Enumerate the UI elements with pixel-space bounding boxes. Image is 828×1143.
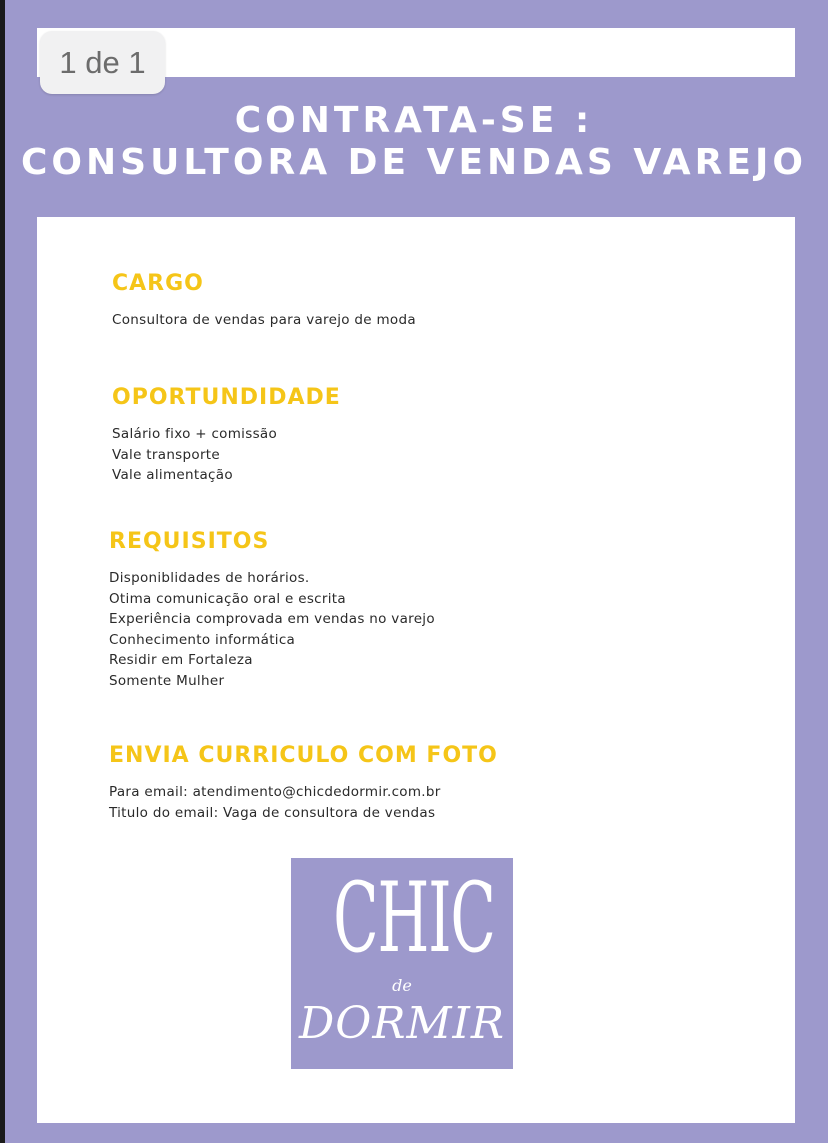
logo-de-text: de — [392, 976, 412, 995]
section-line: Consultora de vendas para varejo de moda — [112, 312, 416, 328]
section-body — [112, 424, 341, 486]
section-heading: CARGO — [112, 271, 204, 296]
section-heading: REQUISITOS — [109, 529, 270, 554]
page-counter-badge: 1 de 1 — [40, 31, 165, 94]
section-line: Vale transporte — [112, 446, 220, 463]
section-envia-curriculo — [109, 742, 498, 823]
section-oportunidade — [112, 384, 341, 486]
section-body — [112, 310, 416, 331]
section-line: Salário fixo + comissão — [112, 426, 278, 442]
section-heading: ENVIA CURRICULO COM FOTO — [109, 743, 498, 768]
section-line: Residir em Fortaleza — [109, 652, 253, 669]
section-line: Otima comunicação oral e escrita — [109, 590, 346, 607]
section-line: Experiência comprovada em vendas no varejo — [109, 611, 435, 628]
section-body — [109, 568, 435, 692]
section-line: Para email: atendimento@chicdedormir.com.br — [109, 784, 441, 800]
section-cargo — [112, 270, 416, 331]
chic-de-dormir-logo — [291, 858, 513, 1069]
section-line: Conhecimento informática — [109, 631, 296, 648]
logo-dormir-text: DORMIR — [298, 998, 506, 1049]
headline-line-2: CONSULTORA DE VENDAS VAREJO — [21, 142, 807, 183]
section-requisitos — [109, 528, 435, 692]
logo-chic-text: CHIC — [333, 862, 495, 974]
section-line: Disponiblidades de horários. — [109, 570, 310, 586]
section-heading: OPORTUNDIDADE — [112, 385, 341, 410]
job-headline — [0, 100, 828, 184]
section-line: Titulo do email: Vaga de consultora de vendas — [109, 804, 436, 821]
section-body — [109, 782, 498, 823]
section-line: Somente Mulher — [109, 672, 225, 689]
headline-line-1: CONTRATA-SE : — [234, 100, 594, 141]
section-line: Vale alimentação — [112, 467, 233, 484]
